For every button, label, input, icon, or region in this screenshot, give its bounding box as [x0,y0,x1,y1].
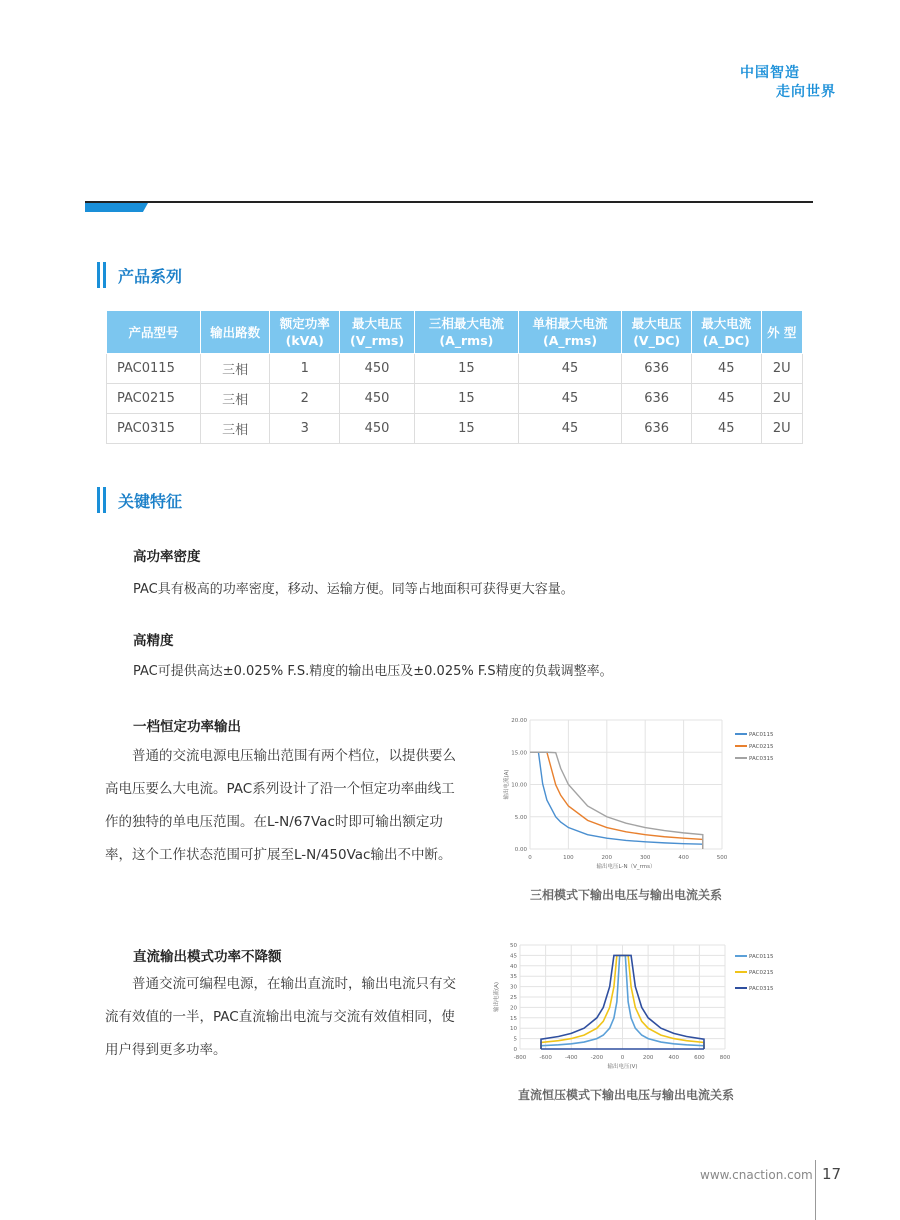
series-line-pac0115 [530,752,703,849]
table-cell: 45 [518,414,622,444]
x-tick-label: 200 [601,855,613,861]
x-axis-label: 输出电压(V) [607,1064,638,1070]
feature-title: 高功率密度 [133,549,201,565]
y-tick-label: 45 [510,953,517,960]
section-heading-products [97,262,182,288]
chart-three-phase [495,710,780,882]
column-header-line: 三相最大电流 [428,316,504,331]
y-tick-label: 5.00 [514,814,527,821]
column-header [340,311,415,354]
column-header-unit: (A_rms) [543,333,598,348]
table-cell: 15 [415,384,519,414]
table-cell: 45 [691,354,761,384]
table-cell: 2U [761,354,802,384]
chart-caption: 直流恒压模式下输出电压与输出电流关系 [518,1088,735,1102]
column-header-unit: (V_rms) [350,333,405,348]
footer-divider [815,1160,816,1220]
x-tick-label: 300 [639,855,651,861]
table-cell: 15 [415,354,519,384]
column-header [200,311,270,354]
legend-label: PAC0315 [749,986,774,992]
column-header-line: 最大电压 [631,316,682,331]
legend-label: PAC0115 [749,732,774,738]
y-tick-label: 0 [513,1047,517,1053]
feature-text: PAC具有极高的功率密度，移动、运输方便。同等占地面积可获得更大容量。 [133,582,574,597]
column-header-unit: (V_DC) [633,333,681,348]
feature-title: 一档恒定功率输出 [133,719,241,735]
section-title: 关键特征 [118,491,183,511]
table-row [107,354,803,384]
table-cell: PAC0315 [107,414,201,444]
table-cell: 45 [518,384,622,414]
column-header-line: 输出路数 [210,324,261,340]
x-axis-label: 输出电压L-N（V_rms） [596,864,656,870]
table-cell: 2U [761,384,802,414]
feature-text: 普通交流可编程电源，在输出直流时，输出电流只有交流有效值的一半，PAC直流输出电流与交流有效值相同，使用户得到更多功率。 [105,976,456,1058]
table-cell: 636 [622,354,692,384]
table-cell: 2U [761,414,802,444]
table-cell: 45 [691,384,761,414]
column-header-line: 最大电流 [701,316,752,331]
table-cell: 三相 [200,354,270,384]
feature-title: 高精度 [133,633,174,649]
table-cell: 450 [340,354,415,384]
x-tick-label: 100 [563,855,574,861]
page-number: 17 [822,1165,842,1183]
table-cell: 三相 [200,414,270,444]
footer-url[interactable]: www.cnaction.com [700,1168,813,1182]
table-cell: 45 [518,354,622,384]
table-header-row [107,311,803,354]
table-cell: PAC0215 [107,384,201,414]
y-tick-label: 20 [510,1005,517,1012]
table-cell: 2 [270,384,340,414]
column-header [415,311,519,354]
column-header-line: 外 型 [767,324,797,340]
column-header-line: 额定功率 [279,316,330,331]
chart-caption: 三相模式下输出电压与输出电流关系 [530,888,723,902]
x-tick-label: -400 [565,1055,578,1061]
x-tick-label: 400 [678,855,689,861]
header-accent-tab [85,203,148,212]
product-table [106,310,803,444]
table-cell: 450 [340,384,415,414]
y-tick-label: 50 [510,943,517,949]
table-row [107,384,803,414]
heading-bars-icon [97,262,106,288]
x-tick-label: 200 [642,1055,654,1061]
legend-label: PAC0115 [749,954,774,960]
feature-text: PAC可提供高达±0.025% F.S.精度的输出电压及±0.025% F.S精度的负载调整率。 [133,664,613,679]
column-header-line: 单相最大电流 [532,316,608,331]
y-tick-label: 30 [510,984,517,991]
legend-label: PAC0215 [749,744,774,750]
table-cell: 1 [270,354,340,384]
x-tick-label: 0 [620,1055,625,1061]
y-tick-label: 10.00 [511,782,527,789]
y-tick-label: 0.00 [514,847,527,853]
column-header [107,311,201,354]
table-cell: 636 [622,384,692,414]
x-tick-label: -800 [513,1055,527,1061]
y-tick-label: 10 [510,1026,517,1033]
table-cell: 三相 [200,384,270,414]
table-cell: 450 [340,414,415,444]
section-title: 产品系列 [118,266,183,286]
x-tick-label: 0 [528,855,532,861]
column-header [691,311,761,354]
y-tick-label: 15 [510,1015,517,1022]
heading-bars-icon [97,487,106,513]
column-header [518,311,622,354]
column-header [270,311,340,354]
y-tick-label: 25 [510,995,517,1001]
column-header [761,311,802,354]
y-tick-label: 40 [510,963,517,970]
table-row [107,414,803,444]
x-tick-label: 800 [719,1055,731,1061]
table-cell: 45 [691,414,761,444]
x-tick-label: -200 [590,1055,604,1061]
table-cell: 636 [622,414,692,444]
series-line-pac0215 [530,752,703,849]
series-line-pac0315 [530,752,703,849]
slogan-line2: 走向世界 [776,84,836,100]
y-tick-label: 15.00 [511,750,527,757]
x-tick-label: 400 [668,1055,679,1061]
column-header-line: 产品型号 [128,324,179,340]
section-heading-features [97,487,182,513]
y-axis-label: 输出电流(A) [494,981,500,1013]
y-tick-label: 20.00 [511,718,527,724]
column-header-unit: (A_rms) [439,333,494,348]
x-tick-label: 600 [694,1055,705,1061]
slogan-line1: 中国智造 [740,65,800,81]
legend-label: PAC0315 [749,756,774,762]
column-header-line: 最大电压 [352,316,403,331]
table-cell: 15 [415,414,519,444]
feature-text: 普通的交流电源电压输出范围有两个档位，以提供要么高电压要么大电流。PAC系列设计了沿一个恒定功率曲线工作的独特的单电压范围。在L-N/67Vac时即可输出额定功率，这个工作状态范围可扩展至L-N/450Vac输出不中断。 [105,748,456,863]
feature-title: 直流输出模式功率不降额 [133,949,282,965]
y-tick-label: 5 [513,1036,517,1043]
x-tick-label: -600 [539,1055,552,1061]
chart-dc-mode [495,938,780,1078]
column-header-unit: (A_DC) [702,333,750,348]
legend-label: PAC0215 [749,970,774,976]
header-divider [85,201,813,203]
column-header-unit: (kVA) [285,333,324,348]
x-tick-label: 500 [716,855,728,861]
y-tick-label: 35 [510,974,517,981]
column-header [622,311,692,354]
y-axis-label: 输出电流(A) [504,769,510,800]
table-cell: PAC0115 [107,354,201,384]
table-cell: 3 [270,414,340,444]
